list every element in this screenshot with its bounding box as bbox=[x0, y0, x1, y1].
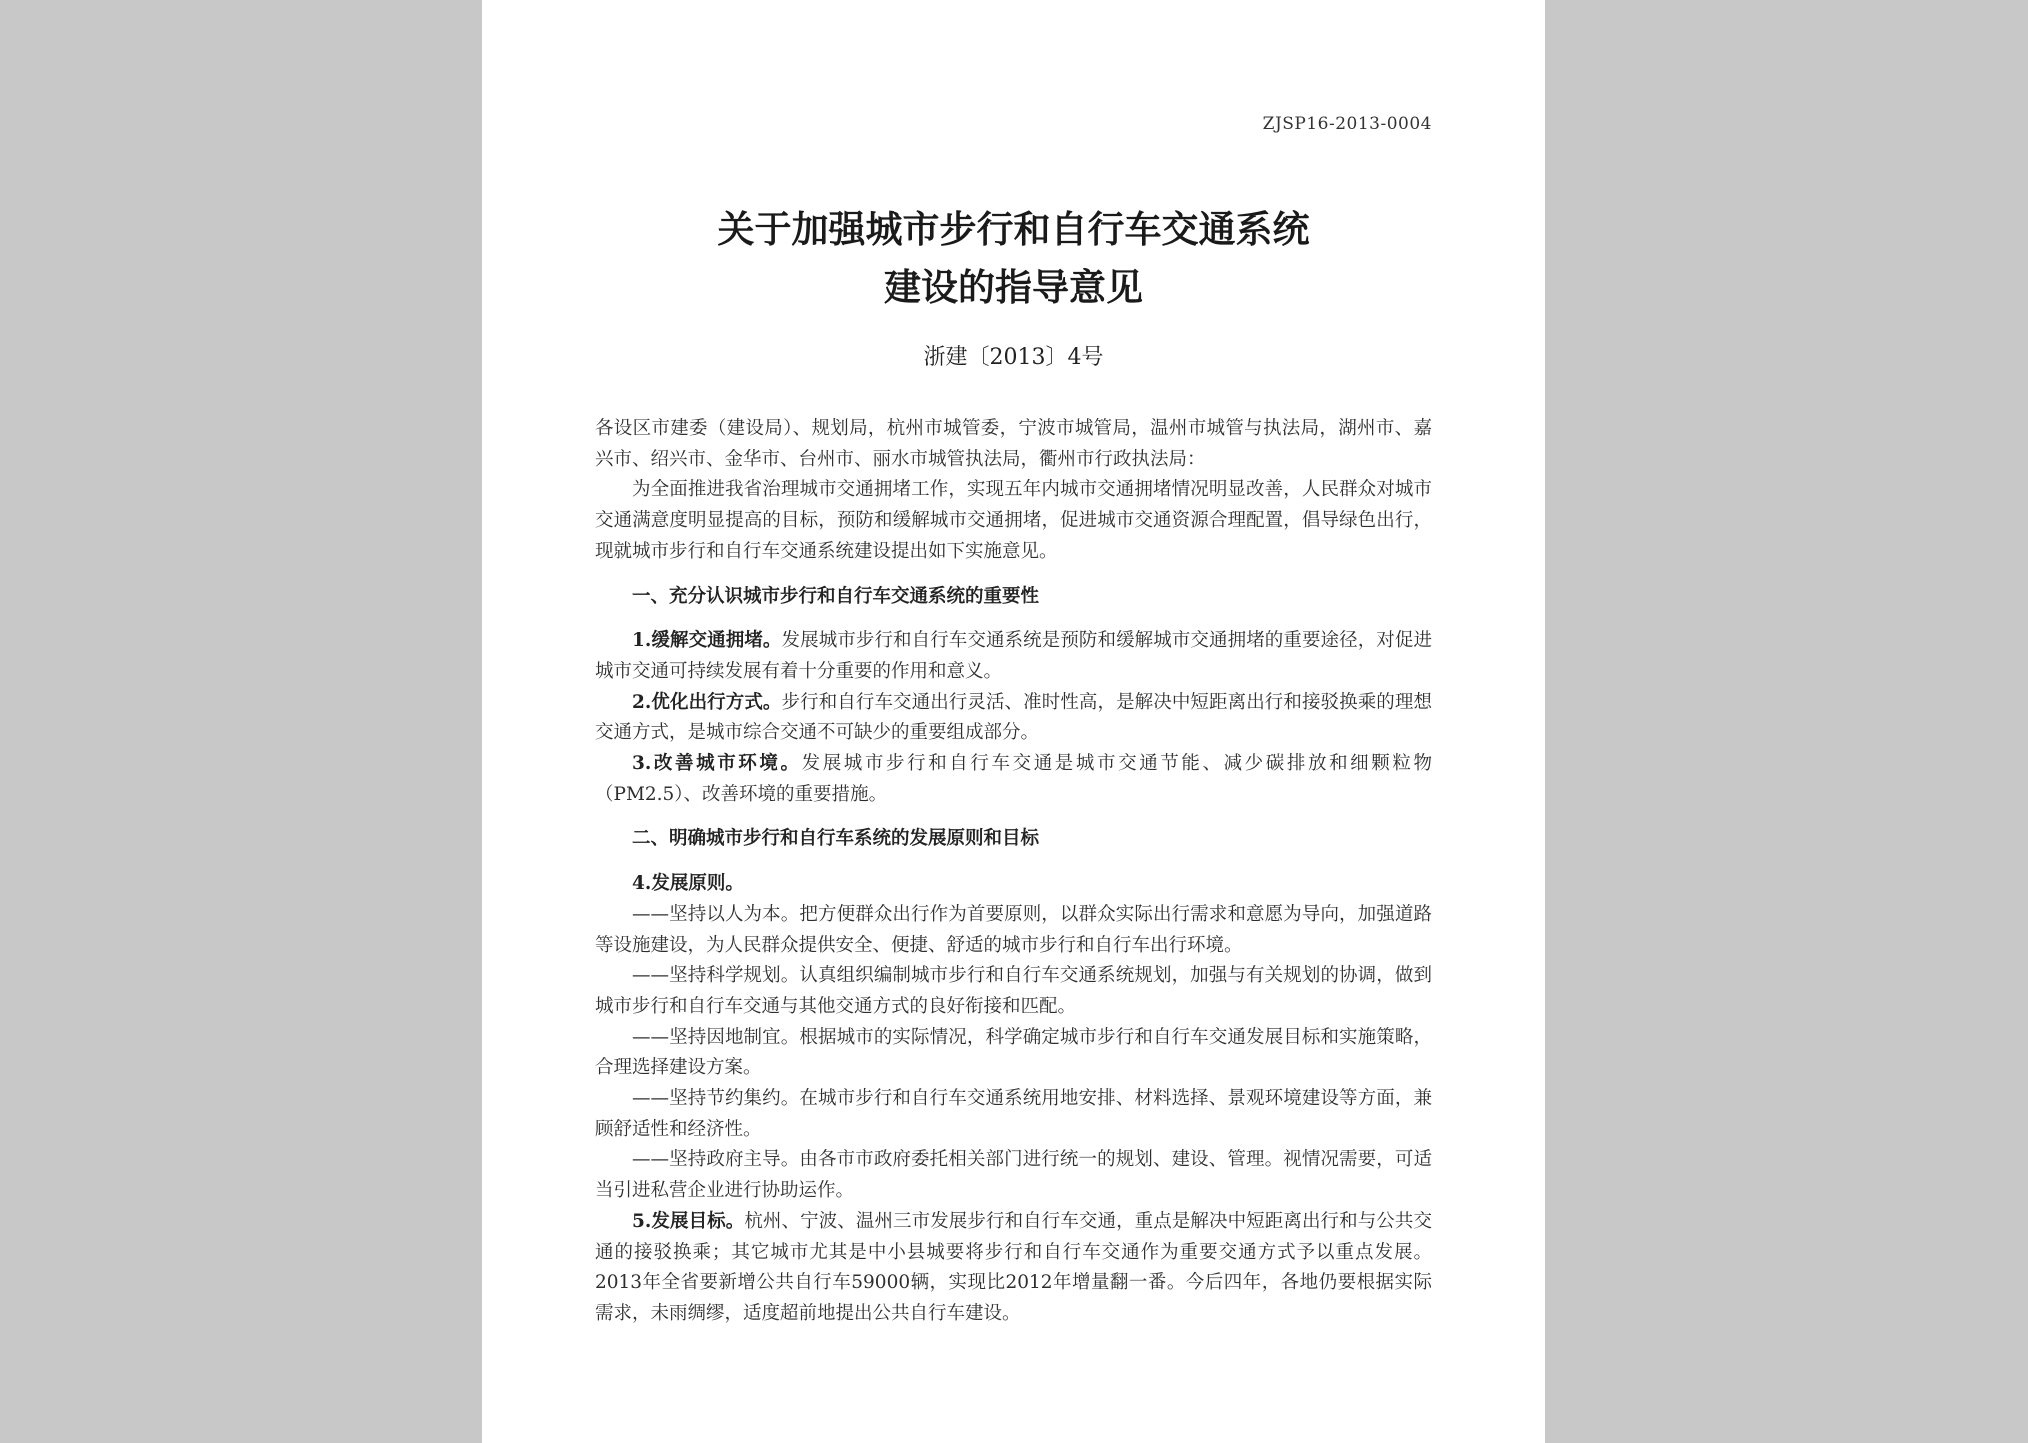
item-text: 发展城市步行和自行车交通是城市交通节能、减少碳排放和细颗粒物（PM2.5）、改善环境的重要措施。 bbox=[595, 753, 1432, 805]
item-text: 杭州、宁波、温州三市发展步行和自行车交通，重点是解决中短距离出行和与公共交通的接驳换乘；其它城市尤其是中小县城要将步行和自行车交通作为重要交通方式予以重点发展。2013年全省要新增公共自行车59000辆，实现比2012年增量翻一番。今后四年，各地仍要根据实际需求，未雨绸缪，适度超前地提出公共自行车建设。 bbox=[595, 1210, 1432, 1324]
item-paragraph bbox=[595, 1207, 1432, 1330]
section-heading-2: 二、明确城市步行和自行车系统的发展原则和目标 bbox=[632, 828, 1040, 850]
title-line-1: 关于加强城市步行和自行车交通系统 bbox=[717, 207, 1310, 251]
title-line-2: 建设的指导意见 bbox=[884, 265, 1143, 309]
item-paragraph bbox=[595, 688, 1432, 749]
document-code: ZJSP16-2013-0004 bbox=[1262, 114, 1432, 134]
principle-paragraph: ——坚持以人为本。把方便群众出行作为首要原则，以群众实际出行需求和意愿为导向，加强道路等设施建设，为人民群众提供安全、便捷、舒适的城市步行和自行车出行环境。 bbox=[595, 903, 1432, 956]
addressee: 各设区市建委（建设局）、规划局，杭州市城管委，宁波市城管局，温州市城管与执法局，湖州市、嘉兴市、绍兴市、金华市、台州市、丽水市城管执法局，衢州市行政执法局： bbox=[595, 418, 1432, 470]
item-paragraph bbox=[595, 749, 1432, 810]
item-lead: 2.优化出行方式。 bbox=[632, 691, 782, 713]
item-lead: 4.发展原则。 bbox=[632, 873, 744, 895]
document-number: 浙建〔2013〕4号 bbox=[923, 345, 1104, 370]
intro-paragraph: 为全面推进我省治理城市交通拥堵工作，实现五年内城市交通拥堵情况明显改善，人民群众对城市交通满意度明显提高的目标，预防和缓解城市交通拥堵，促进城市交通资源合理配置，倡导绿色出行，现就城市步行和自行车交通系统建设提出如下实施意见。 bbox=[595, 479, 1432, 562]
section-heading-1: 一、充分认识城市步行和自行车交通系统的重要性 bbox=[632, 585, 1040, 607]
item-lead: 1.缓解交通拥堵。 bbox=[632, 630, 782, 652]
item-text: 步行和自行车交通出行灵活、准时性高，是解决中短距离出行和接驳换乘的理想交通方式，是城市综合交通不可缺少的重要组成部分。 bbox=[595, 691, 1432, 744]
document-page bbox=[482, 0, 1545, 1443]
item-lead: 5.发展目标。 bbox=[632, 1210, 745, 1232]
document-title bbox=[482, 200, 1545, 316]
principle-paragraph: ——坚持因地制宜。根据城市的实际情况，科学确定城市步行和自行车交通发展目标和实施策略，合理选择建设方案。 bbox=[595, 1026, 1432, 1079]
principle-paragraph: ——坚持节约集约。在城市步行和自行车交通系统用地安排、材料选择、景观环境建设等方面，兼顾舒适性和经济性。 bbox=[595, 1088, 1432, 1140]
item-lead: 3.改善城市环境。 bbox=[632, 753, 802, 775]
item-paragraph bbox=[595, 626, 1432, 687]
item-paragraph bbox=[595, 869, 1432, 900]
document-body bbox=[595, 414, 1432, 1330]
principle-paragraph: ——坚持政府主导。由各市市政府委托相关部门进行统一的规划、建设、管理。视情况需要，可适当引进私营企业进行协助运作。 bbox=[595, 1149, 1432, 1202]
principle-paragraph: ——坚持科学规划。认真组织编制城市步行和自行车交通系统规划，加强与有关规划的协调，做到城市步行和自行车交通与其他交通方式的良好衔接和匹配。 bbox=[595, 965, 1432, 1017]
item-text: 发展城市步行和自行车交通系统是预防和缓解城市交通拥堵的重要途径，对促进城市交通可持续发展有着十分重要的作用和意义。 bbox=[595, 630, 1432, 682]
